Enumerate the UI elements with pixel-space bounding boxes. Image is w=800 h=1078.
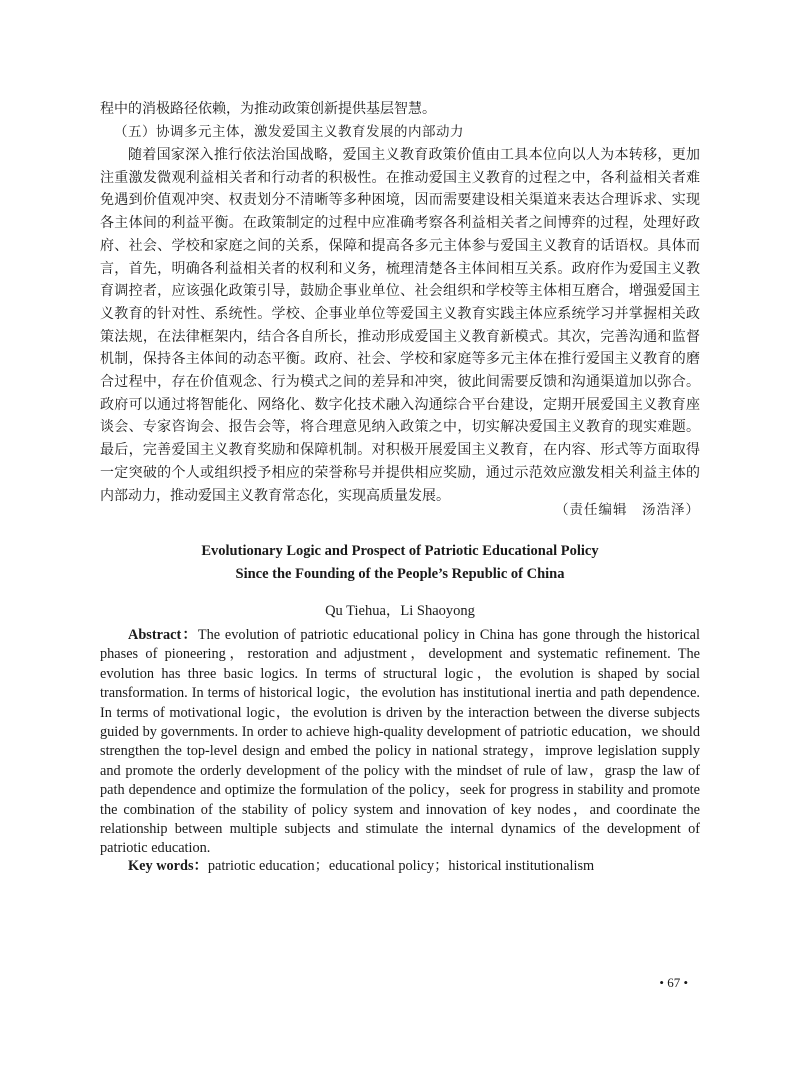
english-title-line2: Since the Founding of the People’s Republic of China bbox=[235, 566, 565, 582]
continuation-text: 程中的消极路径依赖，为推动政策创新提供基层智慧。 bbox=[100, 101, 436, 117]
abstract-text: The evolution of patriotic educational policy in China has gone through the historical phases of pioneering，restoration and adjustment，development and systematic refinement. The evolution has three basic logics. In terms of structural logic，the evolution is shaped by social transformation. In terms of historical logic，the evolution has institutional inertia and path dependence. In terms of motivational logic，the evolution is driven by the interaction between the diverse subjects guided by governments. In order to achieve high-quality development of patriotic education，we should strengthen the top-level design and embed the policy in national strategy，improve legislation supply and promote the orderly development of the policy with the mindset of rule of law，grasp the law of path dependence and optimize the formulation of the policy，seek for progress in stability and promote the combination of the stability of policy system and innovation of key nodes，and coordinate the relationship between multiple subjects and stimulate the internal dynamics of the development of patriotic education. bbox=[100, 627, 700, 857]
english-title-line1: Evolutionary Logic and Prospect of Patriotic Educational Policy bbox=[201, 543, 599, 559]
abstract-paragraph bbox=[100, 626, 700, 859]
page-number: • 67 • bbox=[659, 975, 688, 990]
body-paragraph bbox=[100, 144, 700, 507]
authors: Qu Tiehua，Li Shaoyong bbox=[325, 603, 475, 619]
editor-credit: （责任编辑 汤浩泽） bbox=[555, 502, 700, 518]
keywords-label: Key words： bbox=[128, 858, 208, 874]
keywords-paragraph bbox=[100, 857, 700, 876]
continuation-paragraph bbox=[100, 98, 700, 121]
keywords-text: patriotic education；educational policy；historical institutionalism bbox=[207, 858, 595, 874]
section-heading: （五）协调多元主体，激发爱国主义教育发展的内部动力 bbox=[114, 124, 464, 140]
body-text: 随着国家深入推行依法治国战略，爱国主义教育政策价值由工具本位向以人为本转移，更加注重激发微观利益相关者和行动者的积极性。在推动爱国主义教育的过程之中，各利益相关者难免遇到价值观冲突、权责划分不清晰等多种困境，因而需要建设相关渠道来表达合理诉求、实现各主体间的利益平衡。在政策制定的过程中应准确考察各利益相关者之间博弈的过程，处理好政府、社会、学校和家庭之间的关系，保障和提高各多元主体参与爱国主义教育的话语权。具体而言，首先，明确各利益相关者的权利和义务，梳理清楚各主体间相互关系。政府作为爱国主义教育调控者，应该强化政策引导，鼓励企事业单位、社会组织和学校等主体相互磨合，增强爱国主义教育的针对性、系统性。学校、企事业单位等爱国主义教育实践主体应系统学习并掌握相关政策法规，在法律框架内，结合各自所长，推动形成爱国主义教育新模式。其次，完善沟通和监督机制，保持各主体间的动态平衡。政府、社会、学校和家庭等多元主体在推行爱国主义教育的磨合过程中，存在价值观念、行为模式之间的差异和冲突，彼此间需要反馈和沟通渠道加以弥合。政府可以通过将智能化、网络化、数字化技术融入沟通综合平台建设，定期开展爱国主义教育座谈会、专家咨询会、报告会等，将合理意见纳入政策之中，切实解决爱国主义教育的现实难题。最后，完善爱国主义教育奖励和保障机制。对积极开展爱国主义教育，在内容、形式等方面取得一定突破的个人或组织授予相应的荣誉称号并提供相应奖励，通过示范效应激发相关利益主体的内部动力，推动爱国主义教育常态化，实现高质量发展。 bbox=[100, 147, 700, 504]
abstract-label: Abstract： bbox=[128, 627, 198, 643]
